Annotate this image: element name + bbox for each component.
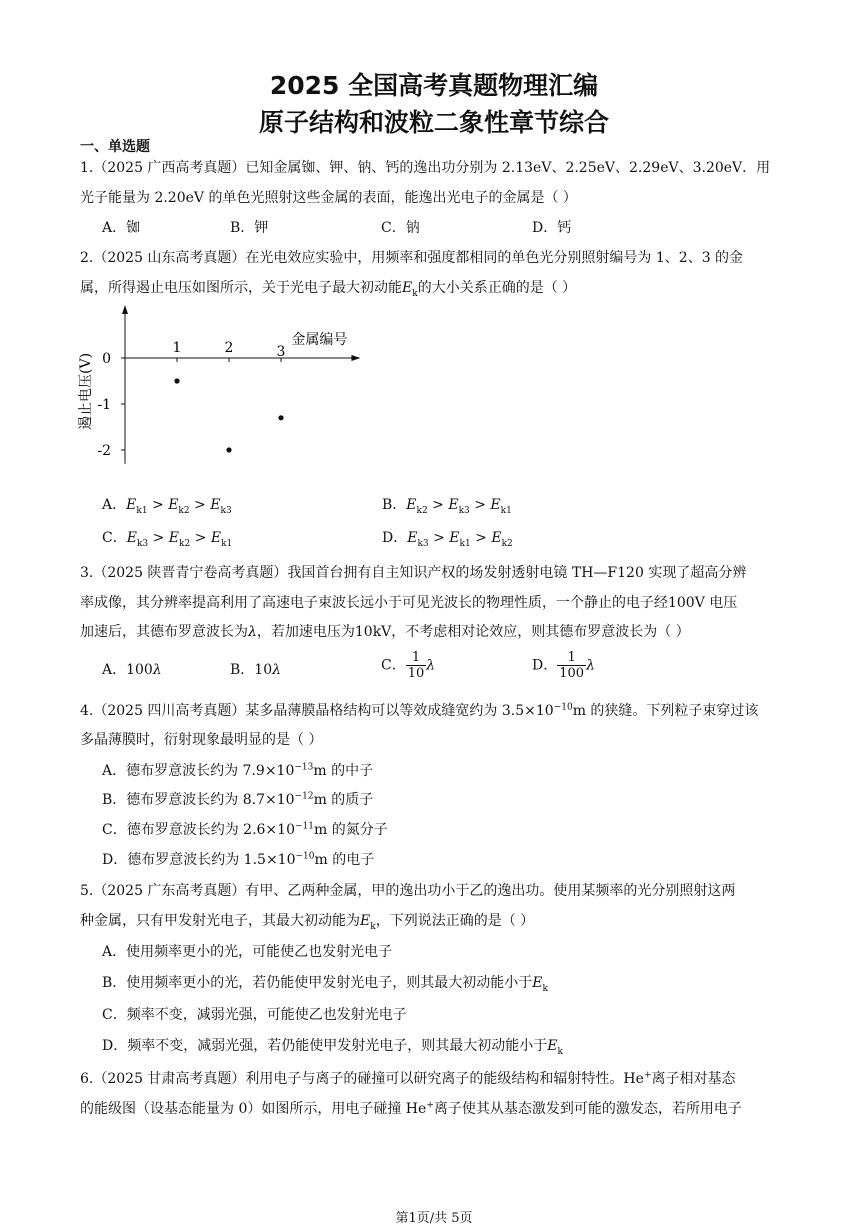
q6-stem-line1: 6.（2025 甘肃高考真题）利用电子与离子的碰撞可以研究离子的能级结构和辐射特性。He+离子相对基态 — [80, 1070, 736, 1087]
q1-option-d[interactable]: D．钙 — [532, 220, 572, 236]
q3-stem-line2: 率成像，其分辨率提高利用了高速电子束波长远小于可见光波长的物理性质，一个静止的电子经100V 电压 — [80, 595, 738, 611]
q5-stem-line1: 5.（2025 广东高考真题）有甲、乙两种金属，甲的逸出功小于乙的逸出功。使用某频率的光分别照射这两 — [80, 883, 736, 899]
q1-stem-line1: 1.（2025 广西高考真题）已知金属铷、钾、钠、钙的逸出功分别为 2.13eV、2.25eV、2.29eV、3.20eV．用 — [80, 160, 771, 176]
q3-option-a[interactable]: A．100λ — [102, 662, 162, 678]
fraction-one-hundredth: $\frac{1}{100}$ — [559, 650, 585, 681]
q1-stem-line2: 光子能量为 2.20eV 的单色光照射这些金属的表面，能逸出光电子的金属是（ ） — [80, 190, 577, 206]
q4-option-d[interactable]: D．德布罗意波长约为 $1.5\times 10^{-10}m$ 的电子 — [102, 851, 375, 868]
q5-option-d[interactable]: D．频率不变，减弱光强，若仍能使甲发射光电子，则其最大初动能小于$E_k$ — [102, 1038, 563, 1057]
q1-option-b[interactable]: B．钾 — [230, 220, 269, 236]
x-tick-label: 1 — [172, 340, 182, 356]
q5-option-c[interactable]: C．频率不变，减弱光强，可能使乙也发射光电子 — [102, 1007, 407, 1023]
q4-option-a[interactable]: A．德布罗意波长约为 $7.9\times 10^{-13}m$ 的中子 — [102, 762, 374, 779]
q2-stem-line1: 2.（2025 山东高考真题）在光电效应实验中，用频率和强度都相同的单色光分别照射编号为 1、2、3 的金 — [80, 250, 744, 266]
q6-stem-line2: 的能级图（设基态能量为 0）如图所示，用电子碰撞 He+离子使其从基态激发到可能的激发态，若所用电子 — [80, 1100, 742, 1117]
q3-option-d[interactable]: D． $\frac{1}{100}$ λ — [532, 650, 595, 681]
q4-option-c[interactable]: C．德布罗意波长约为 $2.6\times 10^{-11}m$ 的氮分子 — [102, 821, 388, 838]
y-axis-arrow — [122, 305, 128, 314]
q2-option-b[interactable]: B．$E_{k2} > E_{k3} > E_{k1}$ — [382, 497, 512, 516]
data-point — [174, 378, 179, 383]
y-tick-label: -2 — [97, 443, 111, 459]
document-title: 2025 全国高考真题物理汇编 — [269, 71, 599, 100]
data-point — [278, 415, 283, 420]
q3-option-b[interactable]: B．10λ — [230, 662, 281, 678]
q1-option-c[interactable]: C．钠 — [381, 220, 420, 236]
q3-stem-line1: 3.（2025 陕晋青宁卷高考真题）我国首台拥有自主知识产权的场发射透射电镜 TH—F120 实现了超高分辨 — [80, 565, 747, 581]
q5-option-b[interactable]: B．使用频率更小的光，若仍能使甲发射光电子，则其最大初动能小于$E_k$ — [102, 975, 548, 994]
section-heading: 一、单选题 — [80, 139, 150, 155]
q2-option-a[interactable]: A．$E_{k1} > E_{k2} > E_{k3}$ — [102, 497, 232, 516]
y-tick-label: -1 — [97, 397, 111, 413]
x-axis-label: 金属编号 — [291, 332, 348, 348]
q2-stem-line2: 属，所得遏止电压如图所示，关于光电子最大初动能$E_k$的大小关系正确的是（ ） — [80, 280, 577, 299]
q3-stem-line3: 加速后，其德布罗意波长为λ，若加速电压为10kV，不考虑相对论效应，则其德布罗意波长为（ ） — [80, 624, 690, 640]
x-axis-arrow — [351, 355, 360, 361]
document-subtitle: 原子结构和波粒二象性章节综合 — [258, 108, 609, 137]
stopping-voltage-chart — [70, 300, 390, 480]
q4-option-b[interactable]: B．德布罗意波长约为 $8.7\times 10^{-12}m$ 的质子 — [102, 791, 374, 808]
x-tick-label: 2 — [224, 340, 234, 356]
q1-option-a[interactable]: A．铷 — [102, 220, 141, 236]
q2-option-c[interactable]: C．$E_{k3} > E_{k2} > E_{k1}$ — [102, 530, 233, 549]
q4-stem-line2: 多晶薄膜时，衍射现象最明显的是（ ） — [80, 732, 323, 748]
q5-stem-line2: 种金属，只有甲发射光电子，其最大初动能为$E_k$，下列说法正确的是（ ） — [80, 913, 535, 932]
q5-option-a[interactable]: A．使用频率更小的光，可能使乙也发射光电子 — [102, 944, 393, 960]
q2-option-d[interactable]: D．$E_{k3} > E_{k1} > E_{k2}$ — [382, 530, 513, 549]
fraction-one-tenth: $\frac{1}{10}$ — [407, 650, 425, 681]
data-point — [226, 447, 231, 452]
x-tick-label: 3 — [276, 344, 286, 360]
q4-stem-line1: 4.（2025 四川高考真题）某多晶薄膜晶格结构可以等效成缝宽约为 $3.5\times 10^{-10}m$ 的狭缝。下列粒子束穿过该 — [80, 702, 759, 719]
q3-option-c[interactable]: C． $\frac{1}{10}$ λ — [381, 650, 436, 681]
page-footer: 第1页/共 5页 — [395, 1211, 473, 1226]
y-axis-label: 遏止电压(V) — [78, 352, 94, 430]
y-tick-label: 0 — [102, 351, 111, 367]
